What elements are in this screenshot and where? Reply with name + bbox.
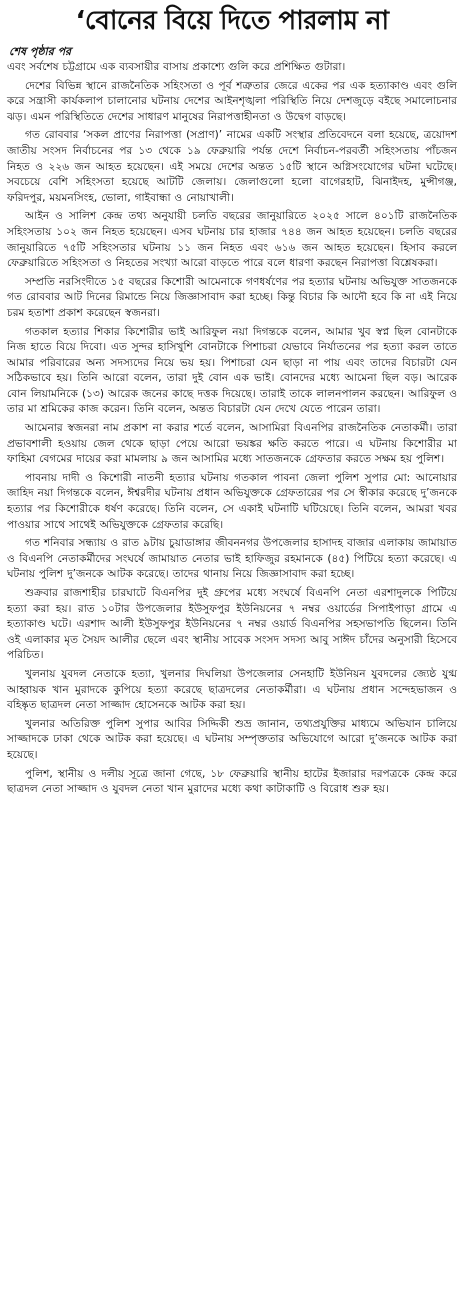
paragraph: সম্প্রতি নরসিংদীতে ১৫ বছরের কিশোরী আমেনাকে গণধর্ষণের পর হত্যার ঘটনায় অভিযুক্ত সাতজনকে গত রোববার আট দিনের রিমান্ডে নিয়ে জিজ্ঞাসাবাদ করা হচ্ছে। কিন্তু বিচার কি আদৌ হবে কি না এই নিয়ে চরম হতাশা প্রকাশ করেছেন স্বজনরা। [7, 275, 457, 319]
paragraph: এবং সর্বশেষ চট্টগ্রামে এক ব্যবসায়ীর বাসায় প্রকাশ্যে গুলি করে প্রশিক্ষিত গুটারা। [7, 61, 346, 73]
headline: ‘বোনের বিয়ে দিতে পারলাম না [75, 6, 389, 36]
paragraph: গতকাল হত্যার শিকার কিশোরীর ভাই আরিফুল নয়া দিগন্তকে বলেন, আমার খুব স্বপ্ন ছিল বোনটাকে নিজ হাতে বিয়ে দিবো। এত সুন্দর হাসিখুশি বোনটাকে পিশাচরা যেভাবে নির্যাতনের পর হত্যা করল তাতে আমার পরিবারের অন্য সদস্যদের নিয়ে ভয় হয়। পিশাচরা যেন ছাড়া না পায় এবং তাদের বিচারটা যেন সঠিকভাবে হয়। তিনি আরো বলেন, তারা দুই বোন এক ভাই। বোনদের মধ্যে আমেনা ছিল বড়। আরেক বোন লিয়ামনিকে (১৩) আরেক জনের কাছে দত্তক দিয়েছে। তারাই তাকে লালনপালন করছেন। আরিফুল ও তার মা শ্রমিকের কাজ করেন। তিনি বলেন, অন্তত বিচারটা যেন দেখে যেতে পারেন তারা। [7, 325, 457, 416]
paragraph: আইন ও সালিশ কেন্দ্র তথ্য অনুযায়ী চলতি বছরের জানুয়ারিতে ২০২৫ সালে ৪০১টি রাজনৈতিক সহিংসতায় ১০২ জন নিহত হয়েছেন। এসব ঘটনায় চার হাজার ৭৪৪ জন আহত হয়েছেন। চলতি বছরের জানুয়ারিতে ৭৫টি সহিংসতার ঘটনায় ১১ জন নিহত এবং ৬১৬ জন আহত হয়েছেন। হিসাব করলে ফেব্রুয়ারিতে সহিংসতা ও নিহতের সংখ্যা আরো বাড়তে পারে বলে ধারণা করছেন নিরাপত্তা বিশ্লেষকরা। [7, 210, 457, 270]
paragraph: গত শনিবার সন্ধ্যায় ও রাত ৯টায় চুয়াডাঙ্গার জীবননগর উপজেলার হাসাদহ বাজার এলাকায় জামায়াত ও বিএনপি নেতাকর্মীদের সংঘর্ষে জামায়াত নেতার ভাই হাফিজুর রহমানকে (৪৫) পিটিয়ে হত্যা করেছে। এ ঘটনায় পুলিশ দু’জনকে আটক করেছে। তাদের থানায় নিয়ে জিজ্ঞাসাবাদ করা হচ্ছে। [7, 537, 457, 581]
paragraph: গত রোববার ‘সকল প্রাণের নিরাপত্তা (সপ্রাণ)’ নামের একটি সংস্থার প্রতিবেদনে বলা হয়েছে, ত্রয়োদশ জাতীয় সংসদ নির্বাচনের পর ১৩ থেকে ১৯ ফেব্রুয়ারি পর্যন্ত দেশে নির্বাচন-পরবর্তী সহিংসতায় পাঁচজন নিহত ও ২২৬ জন আহত হয়েছেন। এই সময়ে দেশের অন্তত ১৫টি স্থানে অগ্নিসংযোগের ঘটনা ঘটেছে। সবচেয়ে বেশি সহিংসতা হয়েছে আটটি জেলায়। জেলাগুলো হলো বাগেরহাট, ঝিনাইদহ, মুন্সীগঞ্জ, ফরিদপুর, ময়মনসিংহ, ভোলা, গাইবান্ধা ও নোয়াখালী। [7, 129, 457, 204]
paragraph: খুলনার অতিরিক্ত পুলিশ সুপার আবির সিদ্দিকী শুভ্র জানান, তথ্যপ্রযুক্তির মাধ্যমে অভিযান চালিয়ে সাজ্জাদকে ঢাকা থেকে আটক করা হয়েছে। এ ঘটনায় সম্পৃক্ততার অভিযোগে আরো দু’জনকে আটক করা হয়েছে। [7, 717, 457, 761]
article-body [7, 60, 457, 798]
paragraph: শুক্রবার রাজশাহীর চারঘাটে বিএনপির দুই গ্রুপের মধ্যে সংঘর্ষে বিএনপি নেতা এরশাদুলকে পিটিয়ে হত্যা করা হয়। রাত ১০টার উপজেলার ইউসুফপুর ইউনিয়নের ৭ নম্বর ওয়ার্ডের সিপাইপাড়া গ্রামে এ হত্যাকাণ্ড ঘটে। এরশাদ আলী ইউসুফপুর ইউনিয়নের ৭ নম্বর ওয়ার্ড বিএনপির সহসভাপতি ছিলেন। তিনি ওই এলাকার মৃত সৈয়দ আলীর ছেলে এবং স্থানীয় সাবেক সংসদ সদস্য আবু সাঈদ চাঁদের অনুসারী হিসেবে পরিচিত। [7, 587, 457, 662]
paragraph: পুলিশ, স্থানীয় ও দলীয় সূত্রে জানা গেছে, ১৮ ফেব্রুয়ারি স্থানীয় হাটের ইজারার দরপত্রকে কেন্দ্র করে ছাত্রদল নেতা সাজ্জাদ ও যুবদল নেতা খান মুরাদের মধ্যে কথা কাটাকাটি ও বিরোধ শুরু হয়। [7, 767, 457, 796]
paragraph: খুলনায় যুবদল নেতাকে হত্যা, খুলনার দিঘলিয়া উপজেলার সেনহাটি ইউনিয়ন যুবদলের জ্যেষ্ঠ যুগ্ম আহ্বায়ক খান মুরাদকে কুপিয়ে হত্যা করেছে ছাত্রদলের নেতাকর্মীরা। এ ঘটনায় প্রধান সন্দেহভাজন ও বহিষ্কৃত ছাত্রদল নেতা সাজ্জাদ হোসেনকে আটক করা হয়। [7, 667, 457, 712]
paragraph: আমেনার স্বজনরা নাম প্রকাশ না করার শর্তে বলেন, আসামিরা বিএনপির রাজনৈতিক নেতাকর্মী। তারা প্রভাবশালী হওয়ায় জেল থেকে ছাড়া পেয়ে আরো ভয়ঙ্কর ক্ষতি করতে পারে। এ ঘটনায় কিশোরীর মা ফাহিমা বেগমের দায়ের করা মামলায় ৯ জন আসামির মধ্যে সাতজনকে গ্রেফতার করতে সক্ষম হয় পুলিশ। [7, 422, 457, 466]
paragraph: পাবনায় দাদী ও কিশোরী নাতনী হত্যার ঘটনায় গতকাল পাবনা জেলা পুলিশ সুপার মো: আনোয়ার জাহিদ নয়া দিগন্তকে বলেন, ঈশ্বরদীর ঘটনায় প্রধান অভিযুক্তকে গ্রেফতারের পর সে স্বীকার করেছে দু’জনকে হত্যার পর কিশোরীকে ধর্ষণ করেছে। তিনি বলেন, সে একাই ঘটনাটি ঘটিয়েছে। তিনি বলেন, আমরা খবর পাওয়ার সাথে সাথেই অভিযুক্তকে গ্রেফতার করেছি। [7, 471, 457, 531]
paragraph: দেশের বিভিন্ন স্থানে রাজনৈতিক সহিংসতা ও পূর্ব শত্রুতার জেরে একের পর এক হত্যাকাণ্ড এবং গুলি করে সন্ত্রাসী কার্যকলাপ চালানোর ঘটনায় দেশের আইনশৃঙ্খলা পরিস্থিতি নিয়ে দেশজুড়ে বইছে সমালোচনার ঝড়। এমন পরিস্থিতিতে দেশের সাধারণ মানুষের নিরাপত্তাহীনতা ও উদ্বেগ বাড়ছে। [7, 79, 457, 123]
continued-label: শেষ পৃষ্ঠার পর [9, 45, 72, 58]
